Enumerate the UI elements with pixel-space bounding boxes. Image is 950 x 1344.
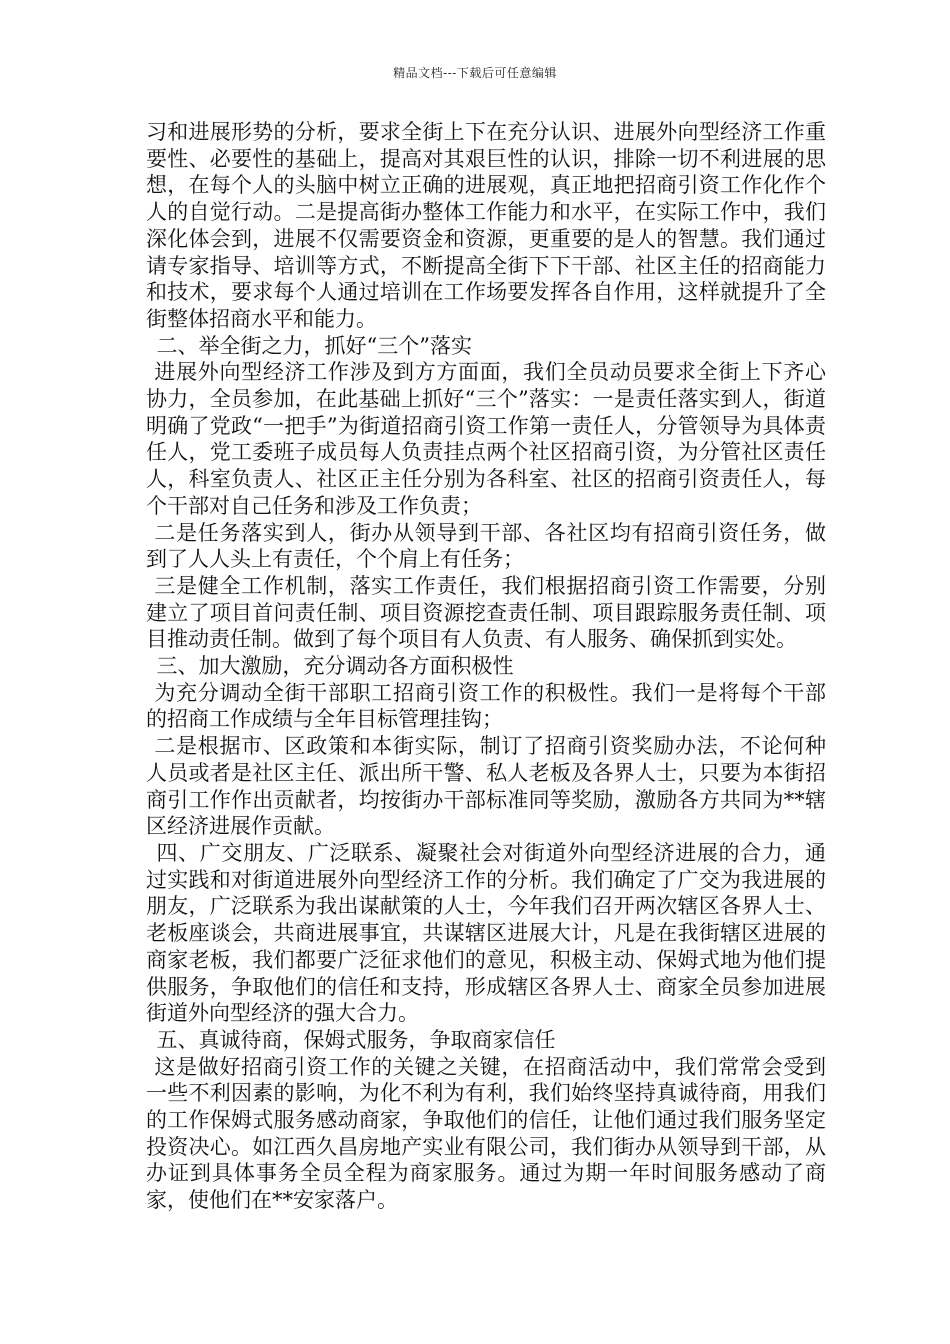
paragraph: 二是根据市、区政策和本街实际，制订了招商引资奖励办法，不论何种人员或者是社区主任、派出所干警、私人老板及各界人士，只要为本街招商引工作作出贡献者，均按街办干部标准同等奖励，激励各方共同为**辖区经济进展作贡献。 [146,734,826,839]
paragraph: 为充分调动全街干部职工招商引资工作的积极性。我们一是将每个干部的招商工作成绩与全年目标管理挂钩； [146,680,826,732]
paragraph-continued: 习和进展形势的分析，要求全街上下在充分认识、进展外向型经济工作重要性、必要性的基础上，提高对其艰巨性的认识，排除一切不利进展的思想，在每个人的头脑中树立正确的进展观，真正地把招商引资工作化作个人的自觉行动。二是提高街办整体工作能力和水平，在实际工作中，我们深化体会到，进展不仅需要资金和资源，更重要的是人的智慧。我们通过请专家指导、培训等方式，不断提高全街下下干部、社区主任的招商能力和技术，要求每个人通过培训在工作场要发挥各自作用，这样就提升了全街整体招商水平和能力。 [146,120,826,331]
paragraph: 二是任务落实到人，街办从领导到干部、各社区均有招商引资任务，做到了人人头上有责任，个个肩上有任务； [146,520,826,572]
section-heading-3: 三、加大激励，充分调动各方面积极性 [156,654,514,679]
paragraph: 进展外向型经济工作涉及到方方面面，我们全员动员要求全街上下齐心协力，全员参加，在此基础上抓好“三个”落实：一是责任落实到人，街道明确了党政“一把手”为街道招商引资工作第一责任人，分管领导为具体责任人，党工委班子成员每人负责挂点两个社区招商引资，为分管社区责任人，科室负责人、社区正主任分别为各科室、社区的招商引资责任人，每个干部对自己任务和涉及工作负责； [146,360,826,518]
paragraph: 这是做好招商引资工作的关键之关键，在招商活动中，我们常常会受到一些不利因素的影响，为化不利为有利，我们始终坚持真诚待商，用我们的工作保姆式服务感动商家，争取他们的信任，让他们通过我们服务坚定投资决心。如江西久昌房地产实业有限公司，我们街办从领导到干部，从办证到具体事务全员全程为商家服务。通过为期一年时间服务感动了商家，使他们在**安家落户。 [146,1054,826,1213]
page-header: 精品文档---下载后可任意编辑 [393,66,557,80]
paragraph: 三是健全工作机制，落实工作责任，我们根据招商引资工作需要，分别建立了项目首问责任制、项目资源挖查责任制、项目跟踪服务责任制、项目推动责任制。做到了每个项目有人负责、有人服务、确保抓到实处。 [146,573,826,652]
section-heading-4: 四、广交朋友、广泛联系、凝聚社会对街道外向型经济进展的合力，通过实践和对街道进展外向型经济工作的分析。我们确定了广交为我进展的朋友，广泛联系为我出谋献策的人士，今年我们召开两次辖区各界人士、老板座谈会，共商进展事宜，共谋辖区进展大计，凡是在我街辖区进展的商家老板，我们都要广泛征求他们的意见，积极主动、保姆式地为他们提供服务，争取他们的信任和支持，形成辖区各界人士、商家全员参加进展街道外向型经济的强大合力。 [146,840,826,1026]
document-body [146,119,826,1214]
section-heading-5: 五、真诚待商，保姆式服务，争取商家信任 [156,1027,556,1052]
section-heading-2: 二、举全街之力，抓好“三个”落实 [156,333,472,358]
